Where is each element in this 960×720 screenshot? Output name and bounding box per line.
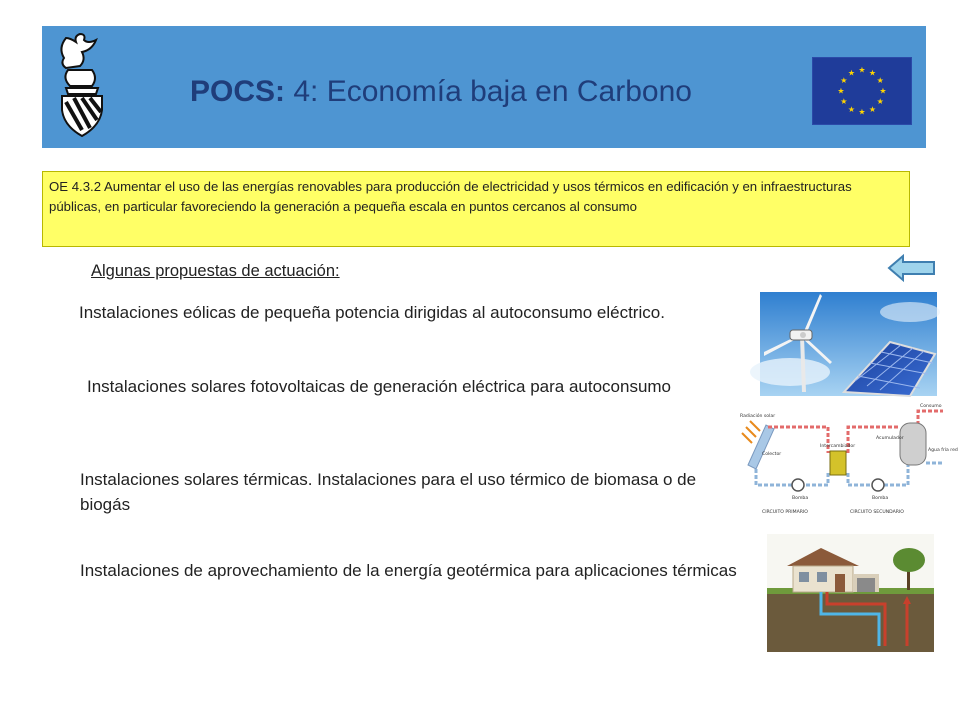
diagram-label-primary: CIRCUITO PRIMARIO — [762, 510, 808, 515]
diagram-label-accumulator: Acumulador — [876, 436, 904, 441]
eu-star-icon: ★ — [840, 76, 848, 86]
eu-star-icon: ★ — [868, 104, 877, 114]
diagram-label-pump-2: Bomba — [872, 496, 889, 501]
eu-star-icon: ★ — [879, 86, 887, 96]
objective-box: OE 4.3.2 Aumentar el uso de las energías renovables para producción de electricidad y usos térmicos en edificación y en infraestructuras públicas, en particular favoreciendo la generación a pequeña escala en puntos cercanos al consumo — [42, 171, 910, 247]
diagram-label-cold-water: Agua fría red — [928, 448, 958, 453]
diagram-label-radiation: Radiación solar — [740, 414, 776, 419]
proposal-solar-thermal: Instalaciones solares térmicas. Instalaciones para el uso térmico de biomasa o de biogás — [80, 470, 697, 514]
eu-star-icon: ★ — [858, 65, 866, 75]
solar-thermal-diagram — [738, 403, 958, 523]
diagram-label-secondary: CIRCUITO SECUNDARIO — [850, 510, 904, 515]
diagram-label-pump-1: Bomba — [792, 496, 809, 501]
eu-star-icon: ★ — [876, 76, 884, 86]
title-text: 4: Economía baja en Carbono — [285, 75, 692, 108]
page-title — [190, 70, 790, 114]
proposal-wind: Instalaciones eólicas de pequeña potencia dirigidas al autoconsumo eléctrico. — [79, 303, 665, 322]
proposal-photovoltaic: Instalaciones solares fotovoltaicas de generación eléctrica para autoconsumo — [87, 377, 672, 396]
diagram-label-collector: Colector — [762, 452, 782, 457]
eu-star-icon: ★ — [847, 104, 856, 114]
diagram-label-exchanger: Intercambiador — [820, 444, 856, 449]
back-arrow-button[interactable] — [887, 254, 937, 282]
generalitat-crest-logo — [52, 30, 112, 140]
section-heading: Algunas propuestas de actuación: — [91, 262, 340, 280]
eu-star-icon: ★ — [868, 68, 877, 78]
eu-star-icon: ★ — [847, 68, 856, 78]
eu-star-icon: ★ — [858, 107, 866, 117]
wind-solar-photo — [760, 292, 937, 396]
proposal-geothermal: Instalaciones de aprovechamiento de la energía geotérmica para aplicaciones térmicas — [80, 561, 737, 580]
diagram-label-consumption: Consumo — [920, 404, 942, 409]
title-prefix: POCS: — [190, 75, 286, 108]
geothermal-illustration — [767, 534, 934, 652]
left-arrow-icon — [887, 254, 937, 282]
eu-flag-logo — [813, 58, 911, 124]
eu-star-icon: ★ — [837, 86, 845, 96]
eu-star-icon: ★ — [876, 97, 884, 107]
eu-star-icon: ★ — [840, 97, 848, 107]
